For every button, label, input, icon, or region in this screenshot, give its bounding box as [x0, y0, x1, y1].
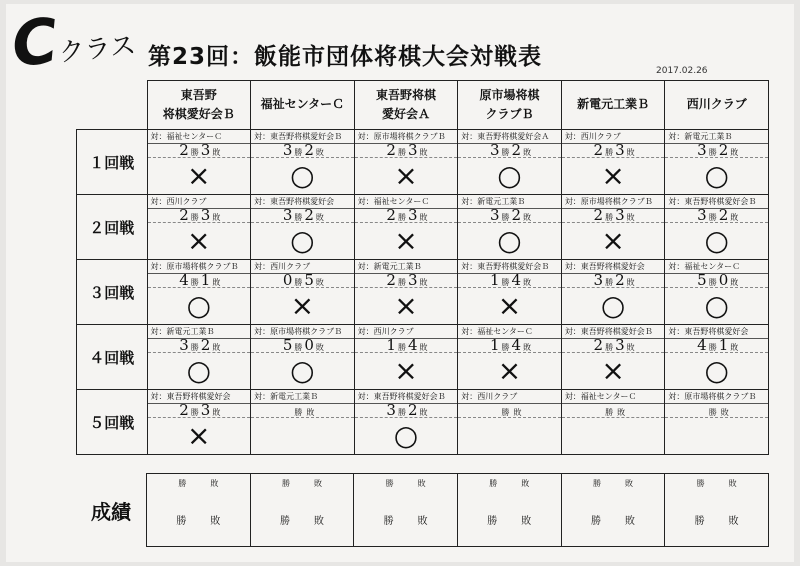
results-cell	[354, 474, 458, 547]
corner-cell	[77, 81, 148, 130]
result-mark: ○	[704, 354, 729, 387]
wins-count: 2	[593, 336, 604, 354]
opponent-label: 対：原市場将棋クラブＢ	[355, 130, 458, 144]
sheet-date: 2017.02.26	[656, 66, 708, 76]
win-label: 勝	[501, 408, 510, 417]
losses-count: 2	[718, 141, 729, 159]
loss-label: 敗	[521, 516, 532, 527]
result-mark: ○	[290, 354, 315, 387]
opponent-label: 対：東吾野将棋愛好会Ｂ	[562, 325, 665, 339]
match-cell	[458, 325, 562, 390]
class-text: クラス	[57, 30, 138, 69]
score-line	[458, 336, 561, 354]
opponent-label: 対：東吾野将棋愛好会Ｂ	[251, 130, 354, 144]
match-cell	[458, 130, 562, 195]
result-mark: ×	[187, 224, 211, 257]
match-cell	[147, 195, 251, 260]
score-line	[355, 336, 458, 354]
loss-label: 敗	[210, 479, 219, 488]
opponent-label: 対：東吾野将棋愛好会Ａ	[458, 130, 561, 144]
score-line	[665, 336, 768, 354]
loss-label: 敗	[419, 408, 428, 417]
score-line	[251, 336, 354, 354]
handwritten-class-label	[8, 2, 138, 82]
opponent-label: 対：原市場将棋クラブＢ	[562, 195, 665, 209]
losses-count: 0	[304, 336, 314, 354]
team-header-row	[77, 81, 769, 130]
wins-count: 3	[489, 141, 500, 159]
result-mark: ×	[497, 354, 522, 387]
loss-label: 敗	[212, 278, 221, 287]
losses-count: 3	[200, 141, 211, 159]
match-cell	[251, 260, 355, 325]
opponent-label: 対：原市場将棋クラブＢ	[148, 260, 251, 274]
wins-count: 2	[386, 206, 396, 224]
opponent-label: 対：西川クラブ	[355, 325, 458, 339]
match-cell	[665, 260, 769, 325]
score-line	[458, 141, 561, 159]
opponent-label: 対：福祉センターＣ	[355, 195, 458, 209]
score-line	[665, 206, 768, 224]
team-name-line1: 東吾野	[180, 87, 217, 102]
result-mark: ○	[393, 419, 419, 452]
loss-label: 敗	[417, 479, 426, 488]
result-mark: ○	[290, 159, 315, 192]
loss-label: 敗	[315, 278, 324, 287]
win-label: 勝	[294, 408, 303, 417]
match-cell	[665, 130, 769, 195]
result-mark: ○	[704, 289, 729, 322]
losses-count: 5	[304, 271, 314, 289]
losses-count: 3	[615, 141, 625, 159]
team-header	[665, 81, 769, 130]
wins-count: 5	[282, 336, 293, 354]
round-label: ３回戦	[77, 260, 148, 325]
losses-count: 2	[718, 206, 729, 224]
match-cell	[354, 325, 458, 390]
match-cell	[561, 195, 665, 260]
score-line	[355, 206, 458, 224]
loss-label: 敗	[523, 343, 532, 352]
loss-label: 敗	[419, 213, 428, 222]
opponent-label: 対：西川クラブ	[458, 390, 561, 404]
opponent-label: 対：新電元工業Ｂ	[458, 195, 561, 209]
result-mark: ○	[600, 289, 626, 322]
team-name-line2: 将棋愛好会Ｂ	[162, 107, 235, 121]
win-label: 勝	[397, 148, 406, 157]
loss-label: 敗	[624, 479, 633, 488]
win-label: 勝	[281, 479, 290, 488]
result-mark: ×	[497, 289, 522, 322]
loss-label: 敗	[730, 278, 739, 287]
loss-label: 敗	[212, 408, 221, 417]
win-label: 勝	[190, 343, 199, 352]
loss-label: 敗	[626, 213, 635, 222]
wins-count: 3	[282, 141, 293, 159]
win-label: 勝	[605, 343, 614, 352]
win-label: 勝	[397, 278, 406, 287]
result-mark: ○	[290, 224, 315, 257]
loss-label: 敗	[730, 213, 739, 222]
match-cell	[354, 260, 458, 325]
opponent-label: 対：福祉センターＣ	[665, 260, 768, 274]
win-label: 勝	[178, 479, 187, 488]
round-row	[77, 260, 769, 325]
sheet-title: 第23回：飯能市団体将棋大会対戦表	[148, 44, 543, 70]
loss-label: 敗	[626, 148, 635, 157]
results-table	[76, 473, 769, 547]
loss-label: 敗	[513, 408, 522, 417]
wins-count: 4	[179, 271, 189, 289]
loss-label: 敗	[417, 516, 428, 527]
win-label: 勝	[397, 343, 406, 352]
result-mark: ×	[394, 289, 418, 322]
result-mark: ×	[187, 419, 211, 452]
opponent-label: 対：新電元工業Ｂ	[665, 130, 768, 144]
team-name-line1: 原市場将棋	[479, 87, 540, 102]
loss-label: 敗	[212, 213, 221, 222]
win-label: 勝	[501, 213, 510, 222]
result-mark: ×	[394, 354, 418, 387]
win-label: 勝	[605, 408, 614, 417]
score-line	[665, 141, 768, 159]
losses-count: 2	[304, 141, 314, 159]
win-label: 勝	[385, 479, 394, 488]
win-label: 勝	[279, 516, 290, 527]
result-mark: ○	[497, 224, 522, 257]
opponent-label: 対：東吾野将棋愛好会	[665, 325, 768, 339]
result-mark: ×	[394, 159, 418, 192]
loss-label: 敗	[315, 213, 324, 222]
score-line	[458, 271, 561, 289]
wins-count: 3	[282, 206, 293, 224]
round-row	[77, 195, 769, 260]
losses-count: 3	[200, 206, 211, 224]
wins-count: 2	[179, 401, 189, 419]
win-label: 勝	[605, 213, 614, 222]
wins-count: 1	[489, 271, 500, 289]
match-cell	[561, 260, 665, 325]
match-cell	[665, 195, 769, 260]
score-line	[251, 141, 354, 159]
losses-count: 3	[407, 271, 418, 289]
score-line	[562, 141, 665, 159]
loss-label: 敗	[728, 479, 737, 488]
loss-label: 敗	[212, 148, 221, 157]
match-cell	[251, 325, 355, 390]
round-row	[77, 390, 769, 455]
win-label: 勝	[592, 479, 601, 488]
win-label: 勝	[383, 516, 394, 527]
results-cell	[561, 474, 665, 547]
team-header	[354, 81, 458, 130]
win-label: 勝	[190, 213, 199, 222]
match-cell	[251, 195, 355, 260]
team-name-line1: 新電元工業Ｂ	[577, 97, 650, 112]
match-cell	[561, 130, 665, 195]
opponent-label: 対：福祉センターＣ	[562, 390, 665, 404]
win-label: 勝	[605, 278, 614, 287]
match-cell	[147, 325, 251, 390]
loss-label: 敗	[730, 343, 739, 352]
team-header	[251, 81, 355, 130]
opponent-label: 対：西川クラブ	[148, 195, 251, 209]
match-cell	[147, 390, 251, 455]
match-cell	[458, 390, 562, 455]
loss-label: 敗	[720, 408, 729, 417]
loss-label: 敗	[523, 213, 532, 222]
score-line	[355, 271, 458, 289]
loss-label: 敗	[313, 516, 324, 527]
losses-count: 2	[511, 141, 522, 159]
losses-count: 3	[407, 141, 418, 159]
round-label: ２回戦	[77, 195, 148, 260]
results-cell	[665, 474, 769, 547]
loss-label: 敗	[315, 343, 324, 352]
opponent-label: 対：西川クラブ	[251, 260, 354, 274]
loss-label: 敗	[626, 343, 635, 352]
results-cell	[147, 474, 251, 547]
losses-count: 2	[615, 271, 625, 289]
round-label: ４回戦	[77, 325, 148, 390]
wins-count: 4	[697, 336, 707, 354]
win-label: 勝	[190, 408, 199, 417]
opponent-label: 対：東吾野将棋愛好会	[148, 390, 251, 404]
wins-count: 0	[282, 271, 293, 289]
wins-count: 1	[489, 336, 500, 354]
loss-label: 敗	[728, 516, 739, 527]
score-line	[458, 404, 561, 418]
opponent-label: 対：福祉センターＣ	[458, 325, 561, 339]
wins-count: 3	[593, 271, 604, 289]
win-label: 勝	[708, 148, 717, 157]
score-line	[458, 206, 561, 224]
loss-label: 敗	[730, 148, 739, 157]
match-cell	[561, 390, 665, 455]
win-label: 勝	[190, 278, 199, 287]
losses-count: 4	[511, 336, 522, 354]
losses-count: 3	[615, 206, 625, 224]
result-mark: ×	[601, 159, 625, 192]
win-label: 勝	[590, 516, 601, 527]
losses-count: 1	[200, 271, 211, 289]
losses-count: 4	[511, 271, 522, 289]
match-cell	[147, 130, 251, 195]
team-name-line1: 東吾野将棋	[375, 87, 436, 102]
score-line	[148, 401, 251, 419]
losses-count: 2	[407, 401, 418, 419]
win-label: 勝	[294, 343, 303, 352]
loss-label: 敗	[419, 343, 428, 352]
loss-label: 敗	[624, 516, 635, 527]
score-line	[251, 404, 354, 418]
win-label: 勝	[487, 516, 498, 527]
wins-count: 2	[593, 141, 604, 159]
team-header	[147, 81, 251, 130]
losses-count: 2	[304, 206, 314, 224]
wins-count: 3	[179, 336, 189, 354]
round-row	[77, 130, 769, 195]
round-row	[77, 325, 769, 390]
class-letter: C	[8, 3, 62, 82]
opponent-label: 対：福祉センターＣ	[148, 130, 251, 144]
wins-count: 3	[697, 141, 707, 159]
score-line	[665, 404, 768, 418]
wins-count: 2	[179, 206, 189, 224]
score-line	[562, 336, 665, 354]
win-label: 勝	[501, 148, 510, 157]
win-label: 勝	[294, 213, 303, 222]
wins-count: 2	[593, 206, 604, 224]
result-mark: ○	[704, 159, 729, 192]
loss-label: 敗	[212, 343, 221, 352]
result-mark: ○	[186, 289, 211, 322]
result-mark: ×	[187, 159, 211, 192]
score-line	[562, 206, 665, 224]
loss-label: 敗	[521, 479, 530, 488]
team-header	[561, 81, 665, 130]
win-label: 勝	[501, 278, 510, 287]
win-label: 勝	[501, 343, 510, 352]
win-label: 勝	[190, 148, 199, 157]
win-label: 勝	[708, 278, 717, 287]
team-name-line2: 愛好会Ａ	[381, 107, 430, 121]
opponent-label: 対：東吾野将棋愛好会	[251, 195, 354, 209]
result-mark: ○	[704, 224, 729, 257]
wins-count: 3	[386, 401, 396, 419]
wins-count: 2	[386, 141, 396, 159]
losses-count: 2	[511, 206, 522, 224]
win-label: 勝	[694, 516, 705, 527]
score-line	[251, 271, 354, 289]
match-cell	[251, 130, 355, 195]
losses-count: 3	[615, 336, 625, 354]
wins-count: 2	[386, 271, 396, 289]
loss-label: 敗	[210, 516, 221, 527]
result-mark: ○	[497, 159, 522, 192]
opponent-label: 対：東吾野将棋愛好会Ｂ	[665, 195, 768, 209]
match-cell	[354, 195, 458, 260]
results-cell	[250, 474, 354, 547]
opponent-label: 対：西川クラブ	[562, 130, 665, 144]
losses-count: 3	[407, 206, 418, 224]
win-label: 勝	[708, 213, 717, 222]
score-line	[562, 271, 665, 289]
win-label: 勝	[489, 479, 498, 488]
score-line	[665, 271, 768, 289]
score-line	[148, 336, 251, 354]
wins-count: 3	[697, 206, 707, 224]
score-line	[148, 141, 251, 159]
loss-label: 敗	[626, 278, 635, 287]
loss-label: 敗	[419, 148, 428, 157]
round-label: １回戦	[77, 130, 148, 195]
win-label: 勝	[605, 148, 614, 157]
opponent-label: 対：東吾野将棋愛好会Ｂ	[355, 390, 458, 404]
match-cell	[147, 260, 251, 325]
round-label: ５回戦	[77, 390, 148, 455]
score-line	[148, 271, 251, 289]
losses-count: 3	[200, 401, 211, 419]
score-line	[355, 141, 458, 159]
match-cell	[665, 390, 769, 455]
result-mark: ×	[290, 289, 315, 322]
match-cell	[354, 130, 458, 195]
score-line	[355, 401, 458, 419]
loss-label: 敗	[306, 408, 315, 417]
wins-count: 2	[179, 141, 189, 159]
opponent-label: 対：新電元工業Ｂ	[355, 260, 458, 274]
score-line	[251, 206, 354, 224]
results-cell	[457, 474, 561, 547]
opponent-label: 対：東吾野将棋愛好会	[562, 260, 665, 274]
win-label: 勝	[708, 343, 717, 352]
result-mark: ×	[601, 224, 625, 257]
opponent-label: 対：東吾野将棋愛好会Ｂ	[458, 260, 561, 274]
match-cell	[665, 325, 769, 390]
match-cell	[251, 390, 355, 455]
losses-count: 0	[718, 271, 729, 289]
team-name-line2: クラブＢ	[485, 107, 534, 121]
losses-count: 1	[718, 336, 729, 354]
loss-label: 敗	[523, 148, 532, 157]
win-label: 勝	[696, 479, 705, 488]
loss-label: 敗	[313, 479, 322, 488]
win-label: 勝	[708, 408, 717, 417]
win-label: 勝	[294, 278, 303, 287]
wins-count: 1	[386, 336, 396, 354]
match-cell	[458, 195, 562, 260]
result-mark: ×	[394, 224, 418, 257]
wins-count: 5	[697, 271, 707, 289]
loss-label: 敗	[523, 278, 532, 287]
match-cell	[354, 390, 458, 455]
results-row	[76, 474, 769, 547]
loss-label: 敗	[419, 278, 428, 287]
team-name-line1: 福祉センターＣ	[260, 97, 345, 112]
results-label: 成績	[91, 499, 131, 524]
match-cell	[458, 260, 562, 325]
result-mark: ×	[601, 354, 625, 387]
loss-label: 敗	[617, 408, 626, 417]
loss-label: 敗	[315, 148, 324, 157]
win-label: 勝	[397, 408, 406, 417]
opponent-label: 対：新電元工業Ｂ	[148, 325, 251, 339]
match-grid	[76, 80, 769, 455]
win-label: 勝	[294, 148, 303, 157]
losses-count: 2	[200, 336, 211, 354]
team-name-line1: 西川クラブ	[686, 97, 747, 112]
win-label: 勝	[397, 213, 406, 222]
result-mark: ○	[186, 354, 211, 387]
wins-count: 3	[489, 206, 500, 224]
score-line	[562, 404, 665, 418]
win-label: 勝	[176, 516, 187, 527]
score-line	[148, 206, 251, 224]
losses-count: 4	[407, 336, 418, 354]
match-cell	[561, 325, 665, 390]
opponent-label: 対：原市場将棋クラブＢ	[665, 390, 768, 404]
team-header	[458, 81, 562, 130]
opponent-label: 対：新電元工業Ｂ	[251, 390, 354, 404]
opponent-label: 対：原市場将棋クラブＢ	[251, 325, 354, 339]
